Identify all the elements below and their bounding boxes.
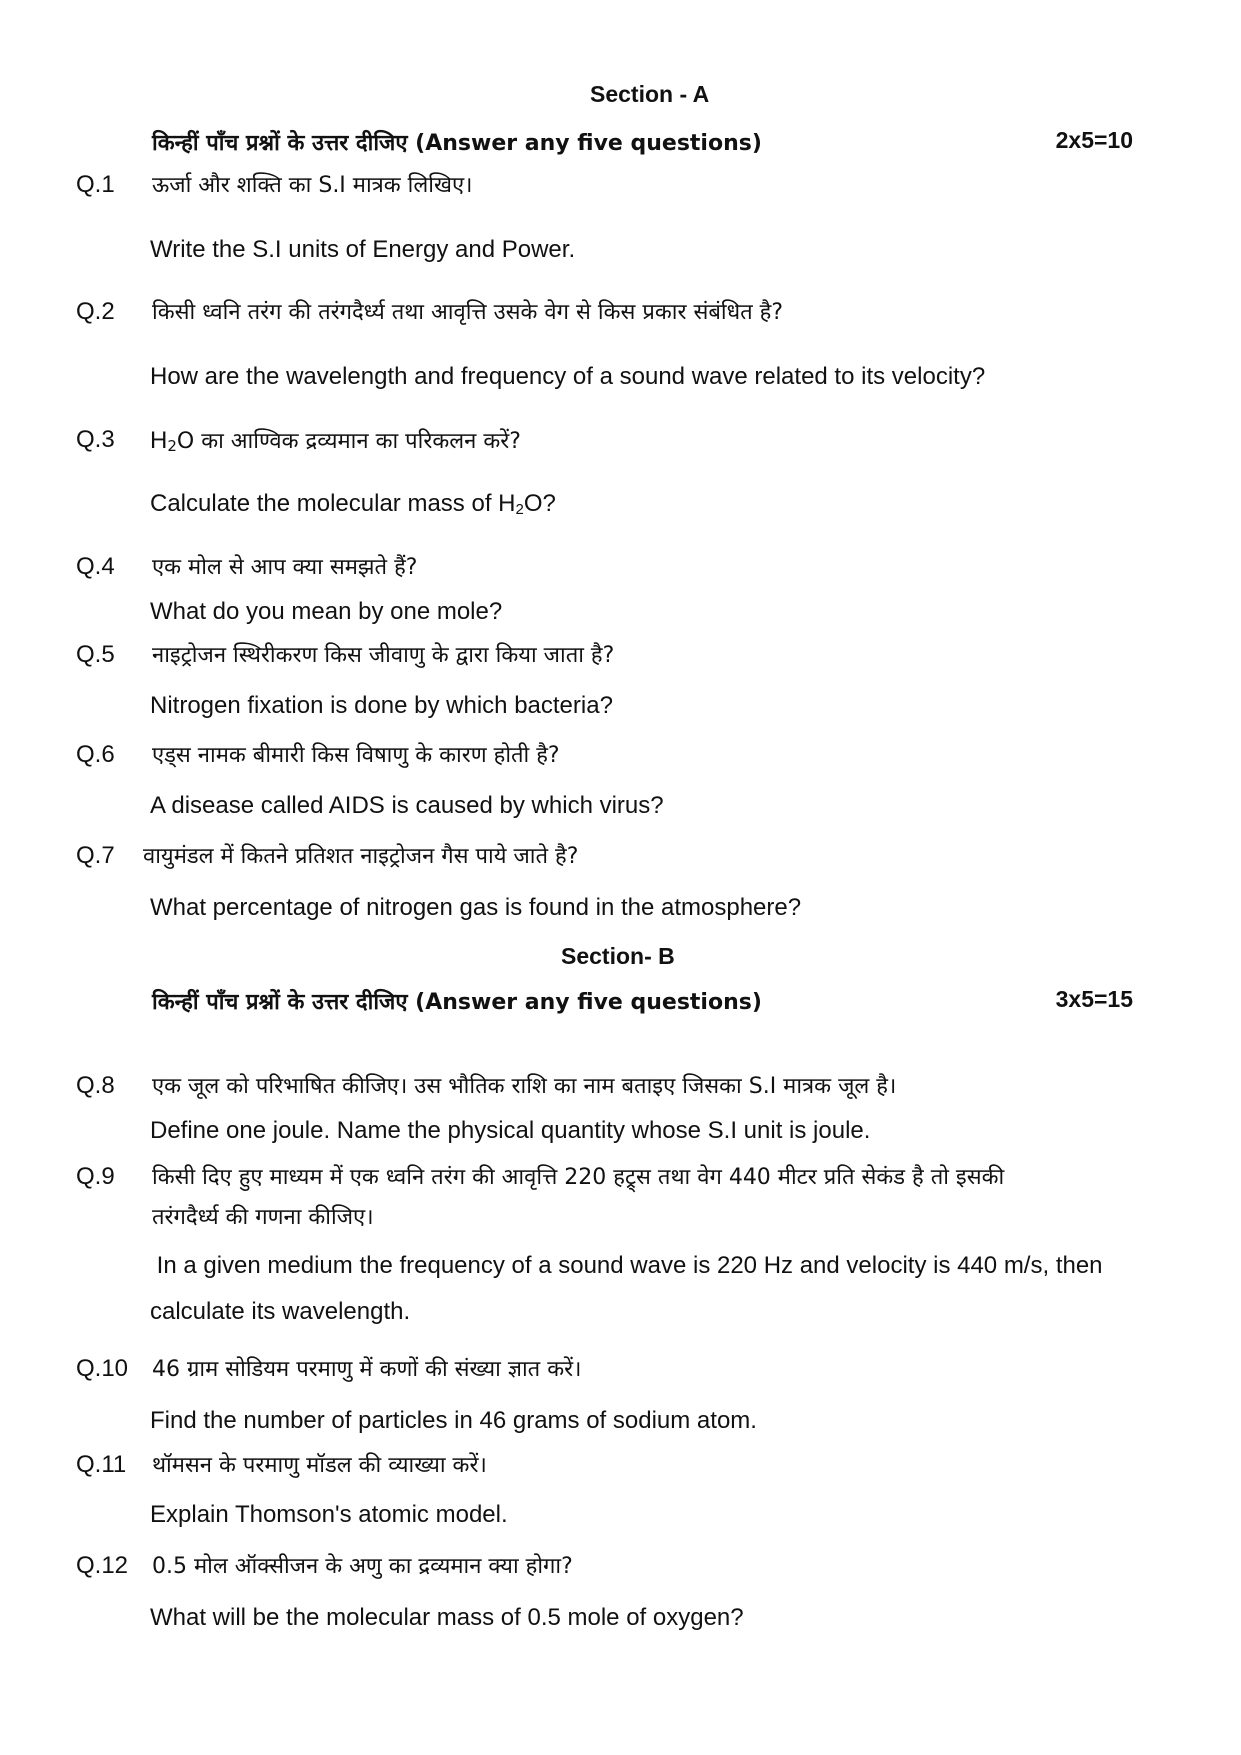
section-b-title: Section- B xyxy=(561,943,675,969)
formula-subscript: 2 xyxy=(167,437,177,455)
question-hindi: तरंगदैर्ध्य की गणना कीजिए। xyxy=(152,1205,374,1230)
question-number: Q.7 xyxy=(76,842,115,869)
question-number: Q.11 xyxy=(76,1451,127,1478)
question-english xyxy=(150,489,556,525)
question-hindi xyxy=(150,426,521,461)
section-a-instruction: किन्हीं पाँच प्रश्नों के उत्तर दीजिए (Answer any five questions) xyxy=(152,131,762,156)
section-b-marks: 3x5=15 xyxy=(1055,986,1133,1012)
question-english: Nitrogen fixation is done by which bacteria? xyxy=(150,692,613,719)
question-number: Q.4 xyxy=(76,553,115,580)
question-english-text: Calculate the molecular mass of H xyxy=(150,490,516,517)
question-hindi: थॉमसन के परमाणु मॉडल की व्याख्या करें। xyxy=(152,1453,487,1478)
question-english: Write the S.I units of Energy and Power. xyxy=(150,236,576,263)
section-b-instruction: किन्हीं पाँच प्रश्नों के उत्तर दीजिए (Answer any five questions) xyxy=(152,990,762,1015)
formula-subscript: 2 xyxy=(515,501,524,518)
question-hindi: एक मोल से आप क्या समझते हैं? xyxy=(152,555,418,580)
section-a-marks: 2x5=10 xyxy=(1055,127,1133,153)
question-english: What will be the molecular mass of 0.5 mole of oxygen? xyxy=(150,1604,744,1631)
question-english: What percentage of nitrogen gas is found in the atmosphere? xyxy=(150,894,802,921)
question-english: Explain Thomson's atomic model. xyxy=(150,1501,508,1528)
question-english: Find the number of particles in 46 grams of sodium atom. xyxy=(150,1407,757,1434)
question-hindi: नाइट्रोजन स्थिरीकरण किस जीवाणु के द्वारा किया जाता है? xyxy=(152,643,615,668)
question-english: What do you mean by one mole? xyxy=(150,598,503,625)
question-hindi: किसी ध्वनि तरंग की तरंगदैर्ध्य तथा आवृत्ति उसके वेग से किस प्रकार संबंधित है? xyxy=(152,300,784,325)
question-number: Q.8 xyxy=(76,1072,115,1099)
question-hindi-text: O का आण्विक द्रव्यमान का परिकलन करें? xyxy=(176,429,521,454)
question-english: Define one joule. Name the physical quantity whose S.I unit is joule. xyxy=(150,1117,871,1144)
question-hindi: 46 ग्राम सोडियम परमाणु में कणों की संख्या ज्ञात करें। xyxy=(152,1357,582,1382)
question-hindi: ऊर्जा और शक्ति का S.I मात्रक लिखिए। xyxy=(152,173,473,198)
question-number: Q.1 xyxy=(76,171,115,198)
question-hindi: एड्स नामक बीमारी किस विषाणु के कारण होती है? xyxy=(152,743,560,768)
question-hindi: किसी दिए हुए माध्यम में एक ध्वनि तरंग की आवृत्ति 220 हट्र्स तथा वेग 440 मीटर प्रति सेकंड है तो इसकी xyxy=(152,1165,1005,1190)
question-english: In a given medium the frequency of a sound wave is 220 Hz and velocity is 440 m/s, then xyxy=(150,1252,1103,1279)
question-hindi: वायुमंडल में कितने प्रतिशत नाइट्रोजन गैस पाये जाते है? xyxy=(143,844,579,869)
question-number: Q.3 xyxy=(76,426,115,453)
question-number: Q.12 xyxy=(76,1552,129,1579)
question-english: calculate its wavelength. xyxy=(150,1298,411,1325)
question-hindi: एक जूल को परिभाषित कीजिए। उस भौतिक राशि का नाम बताइए जिसका S.I मात्रक जूल है। xyxy=(152,1074,897,1099)
question-number: Q.9 xyxy=(76,1163,115,1190)
question-english: A disease called AIDS is caused by which virus? xyxy=(150,792,664,819)
question-english-text: O? xyxy=(523,490,556,517)
question-number: Q.5 xyxy=(76,641,115,668)
question-english: How are the wavelength and frequency of a sound wave related to its velocity? xyxy=(150,363,986,390)
section-a-title: Section - A xyxy=(590,81,710,107)
question-number: Q.2 xyxy=(76,298,115,325)
question-number: Q.10 xyxy=(76,1355,129,1382)
formula-text: H xyxy=(150,427,168,454)
question-number: Q.6 xyxy=(76,741,115,768)
question-hindi: 0.5 मोल ऑक्सीजन के अणु का द्रव्यमान क्या होगा? xyxy=(152,1554,573,1579)
